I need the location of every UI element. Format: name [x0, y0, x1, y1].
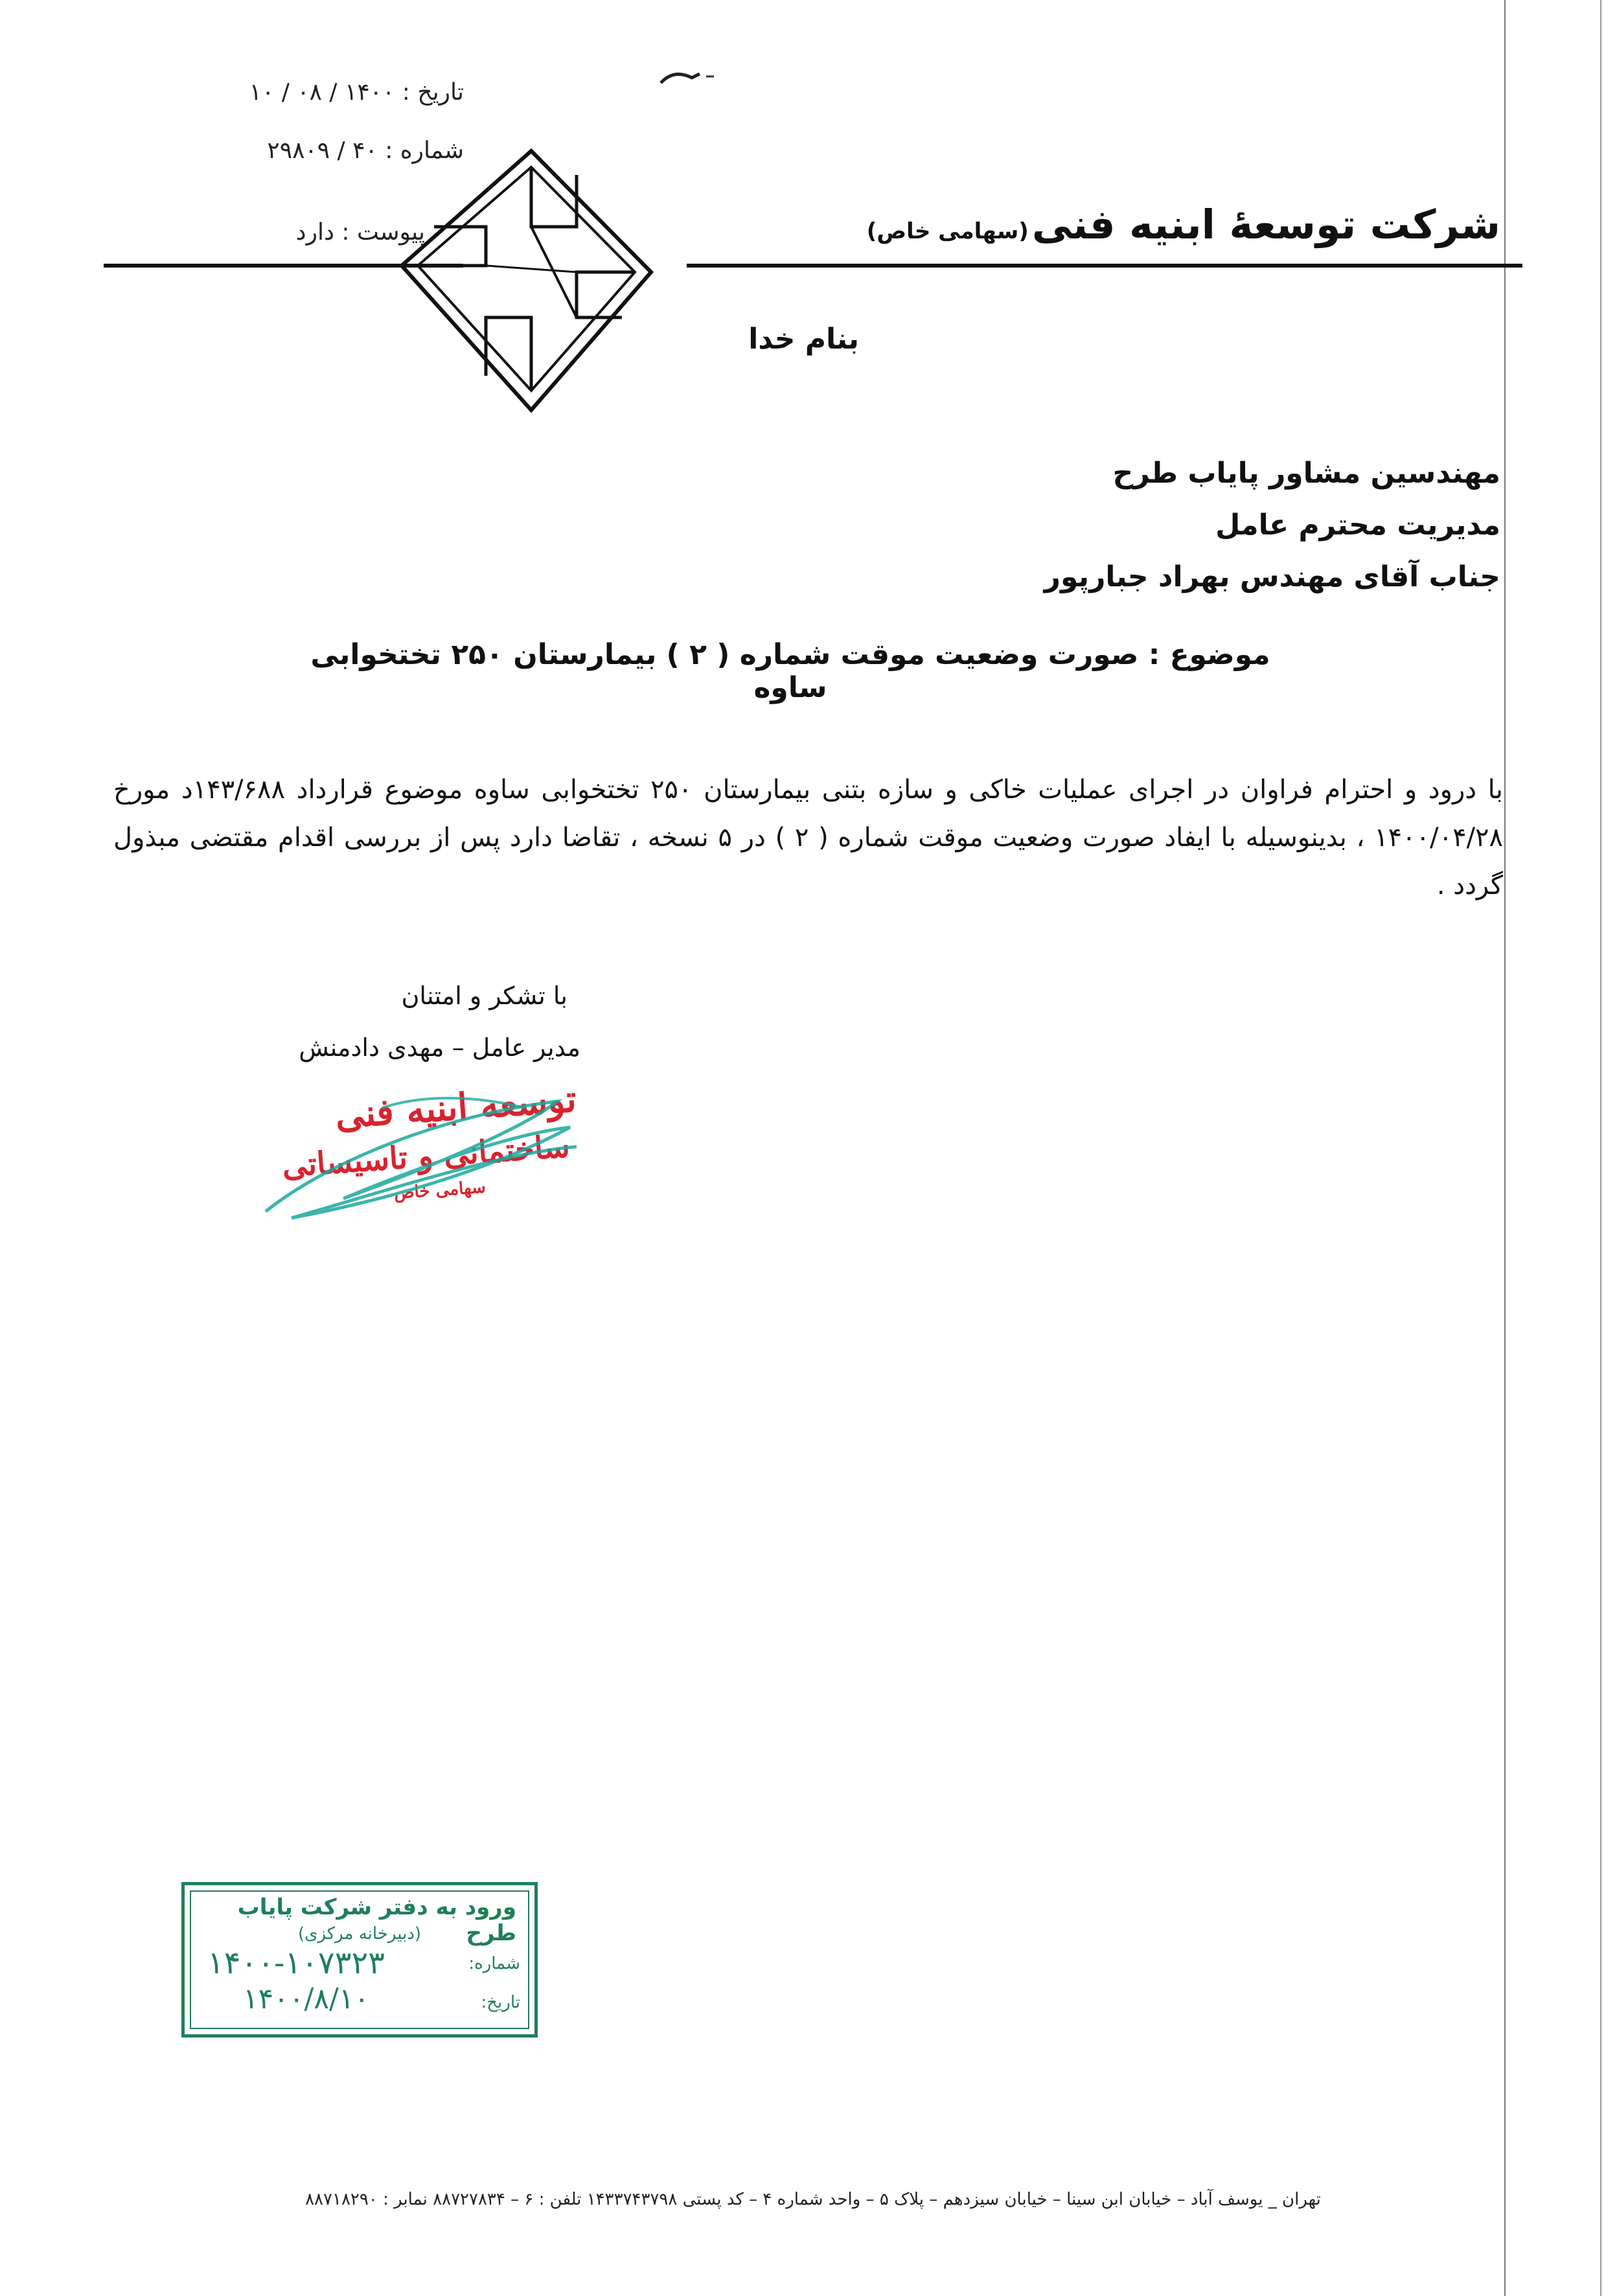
closing-thanks: با تشکر و امتنان — [401, 982, 568, 1010]
signer-name: مدیر عامل – مهدی دادمنش — [299, 1033, 580, 1062]
scan-edge-line — [1600, 0, 1601, 2296]
seal-line-3: سهامی خاص — [393, 1177, 487, 1204]
stamp-number-value: ۱۴۰۰-۱۰۷۳۲۳ — [207, 1945, 385, 1981]
greeting: بنام خدا — [748, 323, 859, 356]
seal-line-2: ساختمانی و تاسیساتی — [281, 1128, 571, 1185]
letter-date: تاریخ : ۱۴۰۰ / ۰۸ / ۱۰ — [249, 79, 464, 106]
stamp-title: ورود به دفتر شرکت پایاب طرح — [237, 1894, 516, 1946]
scan-mark — [654, 63, 719, 89]
stamp-subtitle: (دبیرخانه مرکزی) — [297, 1924, 422, 1944]
seal-line-1: توسعه ابنیه فنی — [334, 1077, 578, 1138]
company-seal — [253, 1077, 590, 1231]
office-receipt-stamp — [181, 1882, 538, 2038]
company-type: (سهامی خاص) — [866, 218, 1029, 244]
company-name: شرکت توسعهٔ ابنیه فنی — [1031, 201, 1500, 248]
signature — [253, 1088, 590, 1231]
stamp-number-label: شماره: — [468, 1954, 520, 1973]
stamp-date-value: ۱۴۰۰/۸/۱۰ — [243, 1982, 370, 2015]
letterhead-logo-rule — [97, 130, 1529, 428]
footer-address: تهران _ یوسف آباد – خیابان ابن سینا – خیابان سیزدهم – پلاک ۵ – واحد شماره ۴ – کد پستی ۱۴۳۳۷۴۳۷۹۸ تلفن : ۶ – ۸۸۷۲۷۸۳۴ نمابر : ۸۸۷۱۸۲۹۰ — [305, 2190, 1321, 2209]
recipient-line-1: مهندسین مشاور پایاب طرح — [1112, 457, 1500, 490]
stamp-date-label: تاریخ: — [481, 1993, 520, 2012]
attachment-label: پیوست : دارد — [295, 219, 425, 246]
letter-body: با درود و احترام فراوان در اجرای عملیات خاکی و سازه بتنی بیمارستان ۲۵۰ تختخوابی ساوه موضوع قرارداد ۱۴۳/۶۸۸د مورخ ۱۴۰۰/۰۴/۲۸ ، بدینوسیله با ایفاد صورت وضعیت موقت شماره ( ۲ ) در ۵ نسخه ، تقاضا دارد پس از بررسی اقدام مقتضی مبذول گردد . — [113, 775, 1504, 901]
recipient-line-3: جناب آقای مهندس بهراد جبارپور — [1044, 560, 1500, 593]
recipient-line-2: مدیریت محترم عامل — [1215, 509, 1500, 542]
letter-subject: موضوع : صورت وضعیت موقت شماره ( ۲ ) بیمارستان ۲۵۰ تختخوابی ساوه — [310, 638, 1270, 704]
letter-number: شماره : ۴۰ / ۲۹۸۰۹ — [267, 137, 464, 164]
